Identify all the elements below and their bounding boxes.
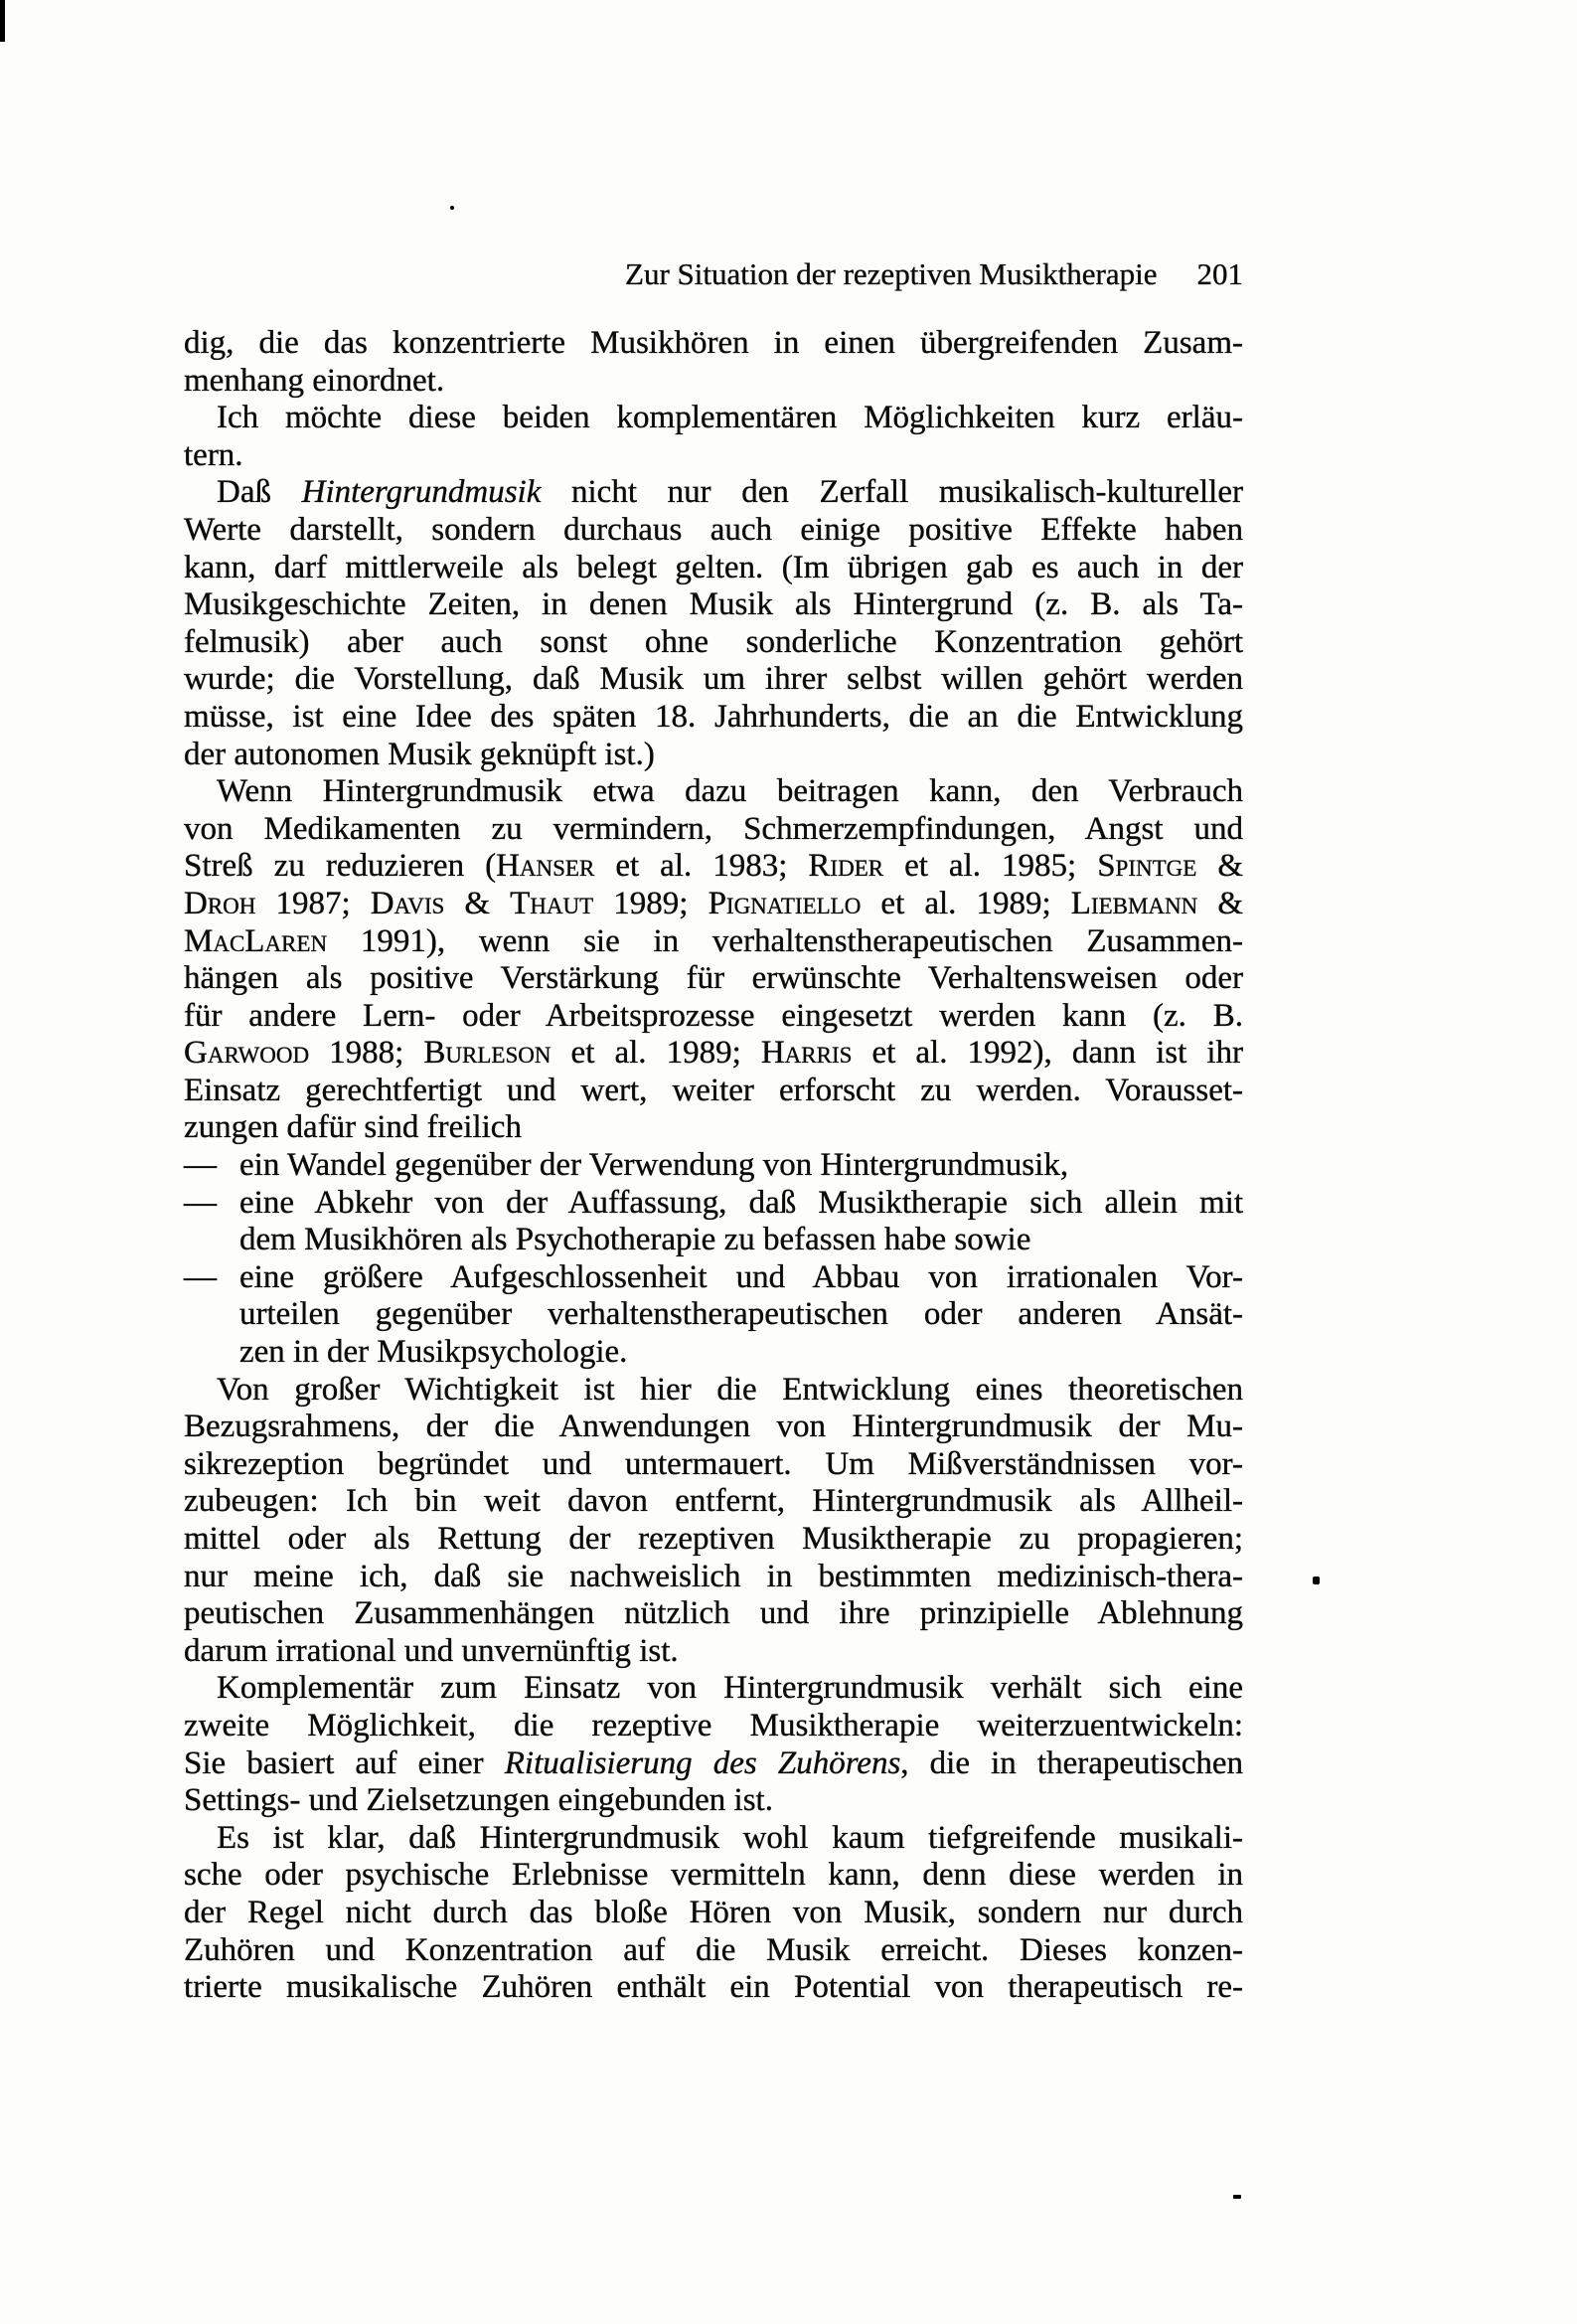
- author-name: Hanser: [496, 848, 595, 885]
- author-name: Burleson: [423, 1035, 552, 1072]
- text-segment: 1989;: [593, 885, 709, 921]
- text-segment: 1987;: [255, 885, 371, 921]
- list-dash: —: [184, 1258, 217, 1295]
- scan-artifact-speck-header: [450, 206, 454, 210]
- author-name: MacLaren: [184, 922, 328, 959]
- list-dash: —: [184, 1147, 217, 1184]
- text-line: [184, 474, 1243, 512]
- text-segment: menhang einordnet.: [184, 362, 445, 399]
- text-segment: &: [444, 885, 511, 921]
- author-name: Thaut: [510, 885, 594, 921]
- text-line: [184, 1932, 1243, 1970]
- text-segment: Streß zu reduzieren (: [184, 848, 497, 885]
- text-segment: Wenn Hintergrundmusik etwa dazu beitragen kann, den Verbrauch: [217, 773, 1243, 810]
- running-head: [184, 256, 1243, 292]
- text-segment: für andere Lern- oder Arbeitsprozesse eingesetzt werden kann (z. B.: [184, 997, 1243, 1034]
- text-segment: &: [1197, 885, 1244, 921]
- text-segment: ein Wandel gegenüber der Verwendung von Hintergrundmusik,: [239, 1147, 1069, 1184]
- text-line: [184, 1035, 1243, 1073]
- list-item-line: [184, 1259, 1243, 1297]
- text-segment: Werte darstellt, sondern durchaus auch einige positive Effekte haben: [184, 511, 1243, 548]
- text-line: [184, 1820, 1243, 1858]
- text-segment: zubeugen: Ich bin weit davon entfernt, Hintergrundmusik als Allheil-: [184, 1483, 1243, 1520]
- text-segment: &: [1196, 848, 1244, 885]
- text-line: [184, 1670, 1243, 1708]
- text-segment: sikrezeption begründet und untermauert. Um Mißverständnissen vor-: [184, 1445, 1243, 1482]
- text-segment: eine größere Aufgeschlossenheit und Abbau von irrationalen Vor-: [239, 1258, 1243, 1295]
- text-segment: Sie basiert auf einer: [184, 1744, 505, 1781]
- text-segment: Musikgeschichte Zeiten, in denen Musik als Hintergrund (z. B. als Ta-: [184, 586, 1243, 623]
- text-segment: darum irrational und unvernünftig ist.: [184, 1632, 679, 1669]
- text-line: [184, 363, 1243, 401]
- text-segment: trierte musikalische Zuhören enthält ein Potential von therapeutisch re-: [184, 1969, 1243, 2006]
- scan-artifact-speck-bottom: [1233, 2195, 1241, 2199]
- text-segment: Settings- und Zielsetzungen eingebunden ist.: [184, 1782, 773, 1819]
- emphasized-text: Hintergrundmusik: [301, 474, 542, 511]
- text-line: [184, 1409, 1243, 1446]
- text-segment: urteilen gegenüber verhaltenstherapeutischen oder anderen Ansät-: [239, 1296, 1243, 1333]
- text-line: [184, 848, 1243, 886]
- text-line: [184, 1483, 1243, 1521]
- text-line: [184, 1969, 1243, 2007]
- text-segment: der Regel nicht durch das bloße Hören von Musik, sondern nur durch: [184, 1894, 1243, 1930]
- text-segment: 1991), wenn sie in verhaltenstherapeutischen Zusammen-: [327, 922, 1243, 959]
- author-name: Spintge: [1097, 848, 1197, 885]
- author-name: Garwood: [184, 1035, 310, 1072]
- text-line: [184, 886, 1243, 923]
- text-line: [184, 1633, 1243, 1671]
- emphasized-text: Ritualisierung des Zuhörens: [504, 1744, 901, 1781]
- text-segment: nur meine ich, daß sie nachweislich in bestimmten medizinisch-thera-: [184, 1558, 1243, 1594]
- text-segment: der autonomen Musik geknüpft ist.): [184, 736, 655, 772]
- text-segment: kann, darf mittlerweile als belegt gelten. (Im übrigen gab es auch in der: [184, 549, 1243, 585]
- text-line: [184, 1521, 1243, 1559]
- text-segment: Daß: [217, 474, 302, 511]
- list-dash: —: [184, 1184, 217, 1221]
- text-line: [184, 1109, 1243, 1147]
- text-segment: et al. 1983;: [594, 848, 809, 885]
- text-segment: et al. 1989;: [551, 1035, 761, 1072]
- text-line: [184, 998, 1243, 1036]
- text-segment: tern.: [184, 436, 243, 473]
- text-line: [184, 1782, 1243, 1820]
- text-segment: Ich möchte diese beiden komplementären Möglichkeiten kurz erläu-: [217, 400, 1243, 436]
- author-name: Davis: [370, 885, 445, 921]
- text-segment: müsse, ist eine Idee des späten 18. Jahrhunderts, die an die Entwicklung: [184, 698, 1243, 735]
- text-segment: hängen als positive Verstärkung für erwünschte Verhaltensweisen oder: [184, 960, 1243, 997]
- list-item-line: [184, 1185, 1243, 1223]
- text-line: [184, 737, 1243, 774]
- text-segment: von Medikamenten zu vermindern, Schmerzempfindungen, Angst und: [184, 810, 1243, 847]
- text-line: [184, 1334, 1243, 1372]
- scan-artifact-speck-right-margin: [1313, 1577, 1320, 1584]
- text-segment: dem Musikhören als Psychotherapie zu befassen habe sowie: [239, 1222, 1031, 1258]
- text-segment: eine Abkehr von der Auffassung, daß Musiktherapie sich allein mit: [239, 1184, 1243, 1221]
- text-segment: et al. 1992), dann ist ihr: [852, 1035, 1243, 1072]
- text-segment: , die in therapeutischen: [900, 1744, 1243, 1781]
- text-segment: nicht nur den Zerfall musikalisch-kultureller: [541, 474, 1243, 511]
- text-segment: Es ist klar, daß Hintergrundmusik wohl kaum tiefgreifende musikali-: [217, 1819, 1243, 1856]
- text-segment: Von großer Wichtigkeit ist hier die Entwicklung eines theoretischen: [217, 1371, 1243, 1408]
- text-line: [184, 923, 1243, 961]
- text-segment: zungen dafür sind freilich: [184, 1109, 522, 1146]
- text-line: [184, 1073, 1243, 1110]
- text-segment: Bezugsrahmens, der die Anwendungen von Hintergrundmusik der Mu-: [184, 1409, 1243, 1445]
- text-line: [184, 773, 1243, 811]
- text-segment: mittel oder als Rettung der rezeptiven Musiktherapie zu propagieren;: [184, 1521, 1243, 1557]
- author-name: Liebmann: [1070, 885, 1198, 921]
- running-head-title: Zur Situation der rezeptiven Musiktherapie: [625, 256, 1158, 291]
- text-segment: zen in der Musikpsychologie.: [239, 1334, 628, 1371]
- text-line: [184, 661, 1243, 699]
- text-line: [184, 960, 1243, 998]
- text-segment: et al. 1989;: [861, 885, 1071, 921]
- text-line: [184, 1595, 1243, 1633]
- text-line: [184, 400, 1243, 437]
- text-segment: 1988;: [309, 1035, 424, 1072]
- scan-artifact-top-left: [0, 0, 5, 42]
- list-item-line: [184, 1147, 1243, 1185]
- text-segment: dig, die das konzentrierte Musikhören in einen übergreifenden Zusam-: [184, 325, 1243, 361]
- text-line: [184, 550, 1243, 587]
- text-line: [184, 811, 1243, 849]
- text-line: [184, 699, 1243, 737]
- text-segment: Einsatz gerechtfertigt und wert, weiter erforscht zu werden. Vorausset-: [184, 1072, 1243, 1108]
- text-segment: sche oder psychische Erlebnisse vermitteln kann, denn diese werden in: [184, 1857, 1243, 1894]
- text-line: [184, 1895, 1243, 1932]
- text-segment: wurde; die Vorstellung, daß Musik um ihrer selbst willen gehört werden: [184, 661, 1243, 698]
- page-number: 201: [1196, 256, 1243, 291]
- text-line: [184, 1745, 1243, 1783]
- text-segment: et al. 1985;: [883, 848, 1098, 885]
- text-line: [184, 325, 1243, 363]
- text-segment: Zuhören und Konzentration auf die Musik erreicht. Dieses konzen-: [184, 1931, 1243, 1968]
- text-line: [184, 1446, 1243, 1484]
- body-text-column: [184, 325, 1243, 2007]
- text-line: [184, 624, 1243, 662]
- author-name: Pignatiello: [708, 885, 862, 921]
- text-segment: peutischen Zusammenhängen nützlich und ihre prinzipielle Ablehnung: [184, 1595, 1243, 1632]
- text-line: [184, 586, 1243, 624]
- author-name: Droh: [184, 885, 256, 921]
- text-line: [184, 1559, 1243, 1596]
- text-line: [184, 1372, 1243, 1410]
- text-line: [184, 437, 1243, 475]
- text-line: [184, 1296, 1243, 1334]
- text-line: [184, 1222, 1243, 1259]
- text-line: [184, 512, 1243, 550]
- text-line: [184, 1708, 1243, 1745]
- author-name: Rider: [808, 848, 884, 885]
- author-name: Harris: [760, 1035, 853, 1072]
- text-segment: Komplementär zum Einsatz von Hintergrundmusik verhält sich eine: [217, 1670, 1243, 1707]
- text-line: [184, 1857, 1243, 1895]
- text-segment: felmusik) aber auch sonst ohne sonderliche Konzentration gehört: [184, 623, 1243, 660]
- text-segment: zweite Möglichkeit, die rezeptive Musiktherapie weiterzuentwickeln:: [184, 1707, 1243, 1743]
